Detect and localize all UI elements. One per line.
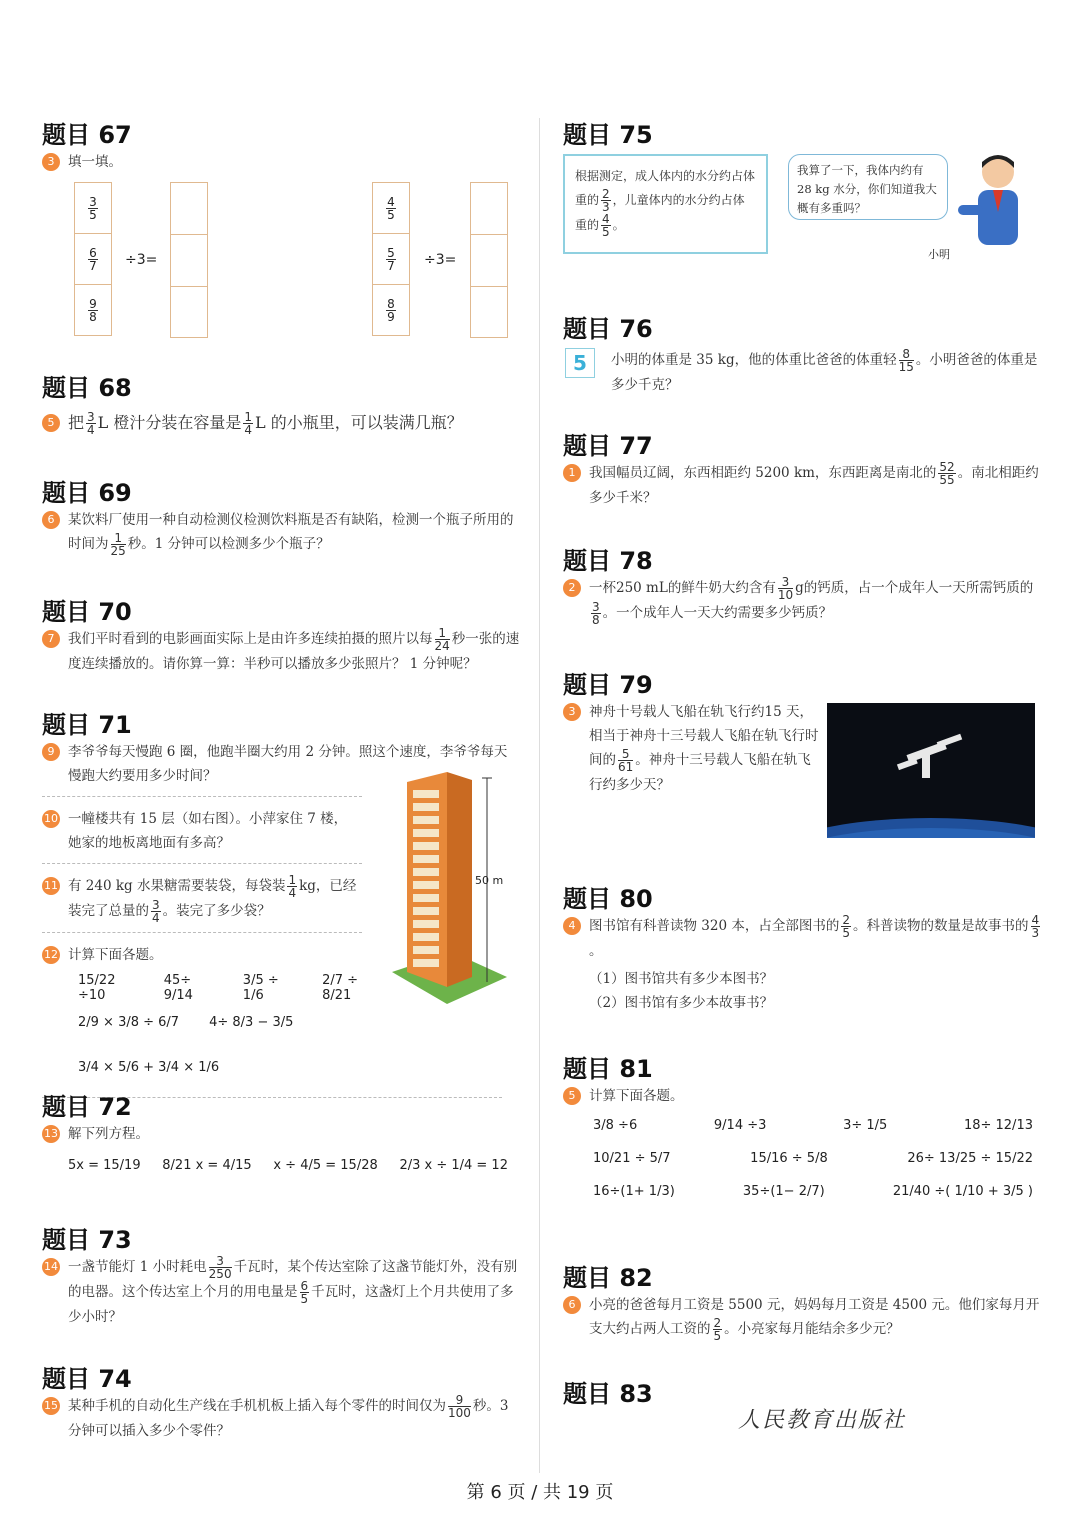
boy-xiaoming-illustration (953, 150, 1033, 260)
answer-column-a[interactable] (170, 182, 208, 338)
question-title: 题目 76 (563, 315, 653, 343)
fraction: $\frac{2}{5}$ (713, 1316, 722, 1343)
question-title: 题目 68 (42, 374, 132, 402)
item-number-badge: 11 (42, 877, 60, 895)
question-text: 4 图书馆有科普读物 320 本，占全部图书的 $\frac{2}{5}$ 。科普读物的数量是故事书的 $\frac{4}{3}$ 。 (563, 914, 1043, 963)
column-divider (539, 118, 540, 1473)
question-79 (563, 670, 1043, 797)
question-71 (42, 710, 522, 1108)
question-title: 题目 71 (42, 711, 132, 739)
fraction: $\frac{3}{4}$ (87, 410, 95, 437)
question-text: 3 填一填。 (42, 150, 522, 174)
equation: 8/21 x = 4/15 (162, 1158, 252, 1173)
fraction: $\frac{52}{55}$ (939, 460, 955, 487)
calc-item: 3/5 ÷ 1/6 (242, 973, 279, 1003)
fraction: $\frac{1}{25}$ (110, 531, 126, 558)
question-text: 15 某种手机的自动化生产线在手机机板上插入每个零件的时间仅为 $\frac{9}{100}$ 秒。3 分钟可以插入多少个零件？ (44, 1393, 509, 1439)
question-text: 7 我们平时看到的电影画面实际上是由许多连续拍摄的照片以每 $\frac{1}{24}$ 秒一张的速度连续播放的。请你算一算：半秒可以播放多少张照片？ 1 分钟呢？ (42, 627, 522, 676)
question-text: 1 我国幅员辽阔，东西相距约 5200 km，东西距离是南北的 $\frac{52}{55}$ 。南北相距约多少千米？ (563, 461, 1043, 510)
fraction: $\frac{4}{5}$ (602, 212, 610, 239)
question-text: 6 某饮料厂使用一种自动检测仪检测饮料瓶是否有缺陷，检测一个瓶子所用的时间为 $\frac{1}{25}$ 秒。1 分钟可以检测多少个瓶子？ (42, 508, 522, 557)
fraction: $\frac{3}{4}$ (152, 898, 160, 925)
calc-row-2 (78, 1015, 388, 1075)
calc-item: 10/21 ÷ 5/7 (593, 1151, 671, 1166)
calc-item: 16÷(1+ 1/3) (593, 1184, 675, 1199)
question-text: 5 小明的体重是 35 kg，他的体重比爸爸的体重轻 $\frac{8}{15}$ 。小明爸爸的体重是多少千克？ (563, 348, 1043, 397)
calc-row-1 (78, 973, 378, 1003)
question-part-12: 12 计算下面各题。 (44, 947, 163, 963)
fraction: $\frac{2}{3}$ (602, 187, 610, 214)
question-74 (42, 1364, 522, 1443)
item-number-badge: 5 (563, 1087, 581, 1105)
item-number-badge: 13 (42, 1125, 60, 1143)
speech-bubble: 我算了一下，我体内约有 28 kg 水分，你们知道我大概有多重吗？ (788, 154, 948, 220)
item-number-badge: 2 (563, 579, 581, 597)
item-number-badge: 6 (42, 511, 60, 529)
question-title: 题目 78 (563, 547, 653, 575)
question-text: 5 计算下面各题。 (563, 1084, 1043, 1108)
fraction-column-b (372, 182, 410, 336)
question-title: 题目 70 (42, 598, 132, 626)
calc-item: 2/7 ÷ 8/21 (322, 973, 359, 1003)
calc-item: 9/14 ÷3 (713, 1118, 767, 1133)
question-text: 6 小亮的爸爸每月工资是 5500 元，妈妈每月工资是 4500 元。他们家每月开支大约占两人工资的 $\frac{2}{5}$ 。小亮家每月能结余多少元？ (563, 1293, 1043, 1342)
fraction: $\frac{2}{5}$ (842, 913, 850, 940)
fraction: $\frac{3}{10}$ (777, 575, 794, 602)
question-part-10: 10 一幢楼共有 15 层（如右图）。小萍家住 7 楼，她家的地板离地面有多高？ (44, 811, 348, 851)
question-68 (42, 373, 522, 437)
question-title: 题目 81 (563, 1055, 653, 1083)
fraction: $\frac{4}{3}$ (1031, 913, 1040, 940)
character-name: 小明 (928, 248, 950, 261)
question-81 (563, 1054, 1043, 1199)
fraction: $\frac{8}{9}$ (387, 296, 395, 324)
calc-row-1 (593, 1118, 1033, 1133)
question-67 (42, 120, 522, 344)
dashed-separator (42, 796, 362, 797)
question-title: 题目 77 (563, 432, 653, 460)
question-part-11: 11 有 240 kg 水果糖需要装袋，每袋装 $\frac{1}{4}$ kg，已经装完了总量的 $\frac{3}{4}$ 。装完了多少袋？ (44, 873, 357, 925)
question-title: 题目 73 (42, 1226, 132, 1254)
fraction: $\frac{6}{5}$ (300, 1279, 309, 1306)
item-number-badge: 7 (42, 630, 60, 648)
info-box: 根据测定，成人体内的水分约占体重的 $\frac{2}{3}$ ，儿童体内的水分约占体重的 $\frac{4}{5}$ 。 (563, 154, 768, 254)
building-illustration (387, 772, 517, 1012)
question-82 (563, 1263, 1043, 1342)
question-title: 题目 69 (42, 479, 132, 507)
calc-item: 3÷ 1/5 (843, 1118, 888, 1133)
question-text: 5 把 $\frac{3}{4}$ L 橙汁分装在容量是 $\frac{1}{4}$ L 的小瓶里，可以装满几瓶？ (42, 409, 522, 437)
question-text: 3 神舟十号载人飞船在轨飞行约15 天，相当于神舟十三号载人飞船在轨飞行时间的 $\frac{5}{61}$ 。神舟十三号载人飞船在轨飞行约多少天？ (563, 700, 821, 797)
question-70 (42, 597, 522, 676)
operator-label: ÷3= (424, 252, 457, 268)
fraction: $\frac{6}{7}$ (89, 245, 97, 273)
question-text: 2 一杯250 mL的鲜牛奶大约含有 $\frac{3}{10}$ g的钙质，占一个成年人一天所需钙质的 $\frac{3}{8}$ 。一个成年人一天大约需要多少钙质？ (563, 576, 1043, 626)
fraction: $\frac{1}{4}$ (288, 873, 297, 900)
fraction: $\frac{1}{4}$ (244, 410, 253, 437)
question-76 (563, 314, 1043, 397)
question-title: 题目 80 (563, 885, 653, 913)
calc-item: 4÷ 8/3 − 3/5 (209, 1015, 294, 1030)
height-label: 50 m (475, 874, 504, 887)
calc-item: 35÷(1− 2/7) (742, 1184, 825, 1199)
question-title: 题目 79 (563, 671, 653, 699)
question-69 (42, 478, 522, 557)
fill-in-table (42, 174, 522, 344)
question-title: 题目 82 (563, 1264, 653, 1292)
calc-item: 3/4 × 5/6 + 3/4 × 1/6 (78, 1060, 220, 1075)
fraction: $\frac{5}{61}$ (618, 747, 634, 774)
calc-item: 45÷ 9/14 (163, 973, 193, 1003)
question-title: 题目 74 (42, 1365, 132, 1393)
question-78 (563, 546, 1043, 626)
sub-question-2: （2）图书馆有多少本故事书？ (589, 995, 774, 1011)
publisher-logo: 人民教育出版社 (738, 1408, 907, 1433)
fraction: $\frac{3}{8}$ (592, 600, 600, 627)
fraction: $\frac{1}{24}$ (434, 626, 450, 653)
question-title: 题目 83 (563, 1380, 653, 1408)
item-number-badge: 5 (42, 414, 60, 432)
calc-row-2 (593, 1151, 1033, 1166)
fraction: $\frac{3}{250}$ (208, 1254, 232, 1281)
question-80 (563, 884, 1043, 1015)
question-73 (42, 1225, 522, 1329)
question-72 (42, 1092, 522, 1173)
question-title: 题目 75 (563, 121, 653, 149)
item-number-badge: 12 (42, 946, 60, 964)
fraction: $\frac{3}{5}$ (89, 194, 97, 222)
calc-item: 3/8 ÷6 (593, 1118, 638, 1133)
calc-item: 15/16 ÷ 5/8 (750, 1151, 828, 1166)
fraction: $\frac{9}{100}$ (448, 1393, 471, 1420)
question-text: 13 解下列方程。 (44, 1126, 149, 1142)
calc-item: 21/40 ÷( 1/10 + 3/5 ) (892, 1184, 1033, 1199)
calc-item: 18÷ 12/13 (963, 1118, 1033, 1133)
operator-label: ÷3= (125, 252, 158, 268)
item-number-badge: 1 (563, 464, 581, 482)
calc-row-3 (593, 1184, 1033, 1199)
fraction: $\frac{9}{8}$ (89, 296, 97, 324)
question-title: 题目 72 (42, 1093, 132, 1121)
question-75 (563, 120, 1043, 261)
item-number-badge: 15 (42, 1397, 60, 1415)
question-text: 14 一盏节能灯 1 小时耗电 $\frac{3}{250}$ 千瓦时，某个传达室除了这盏节能灯外，没有别的电器。这个传达室上个月的用电量是 $\frac{6}{5}$ 千瓦时，这盏灯上个月共使用了多少小时？ (44, 1254, 518, 1325)
question-77 (563, 431, 1043, 510)
fraction: $\frac{4}{5}$ (387, 194, 395, 222)
calc-item: 15/22 ÷10 (78, 973, 116, 1003)
item-number-badge: 10 (42, 810, 60, 828)
item-number-badge: 5 (565, 348, 595, 378)
equation: x ÷ 4/5 = 15/28 (273, 1158, 378, 1173)
sub-question-1: （1）图书馆共有多少本图书？ (589, 971, 774, 987)
question-part-9: 9 李爷爷每天慢跑 6 圈，他跑半圈大约用 2 分钟。照这个速度，李爷爷每天慢跑大约要用多少时间？ (42, 740, 508, 788)
item-number-badge: 14 (42, 1258, 60, 1276)
space-station-photo (827, 703, 1035, 838)
equation: 5x = 15/19 (68, 1158, 141, 1173)
item-number-badge: 3 (42, 153, 60, 171)
dashed-separator (42, 932, 362, 933)
calc-item: 26÷ 13/25 ÷ 15/22 (907, 1151, 1033, 1166)
page-indicator: 第 6 页 / 共 19 页 (466, 1482, 614, 1503)
fraction: $\frac{8}{15}$ (898, 347, 914, 374)
fraction: $\frac{5}{7}$ (387, 245, 395, 273)
item-number-badge: 3 (563, 703, 581, 721)
dashed-separator (42, 863, 362, 864)
item-number-badge: 9 (42, 743, 60, 761)
item-number-badge: 6 (563, 1296, 581, 1314)
answer-column-b[interactable] (470, 182, 508, 338)
calc-item: 2/9 × 3/8 ÷ 6/7 (78, 1015, 180, 1030)
question-title: 题目 67 (42, 121, 132, 149)
item-number-badge: 4 (563, 917, 581, 935)
fraction-column-a (74, 182, 112, 336)
equation-row (68, 1158, 508, 1173)
equation: 2/3 x ÷ 1/4 = 12 (399, 1158, 508, 1173)
